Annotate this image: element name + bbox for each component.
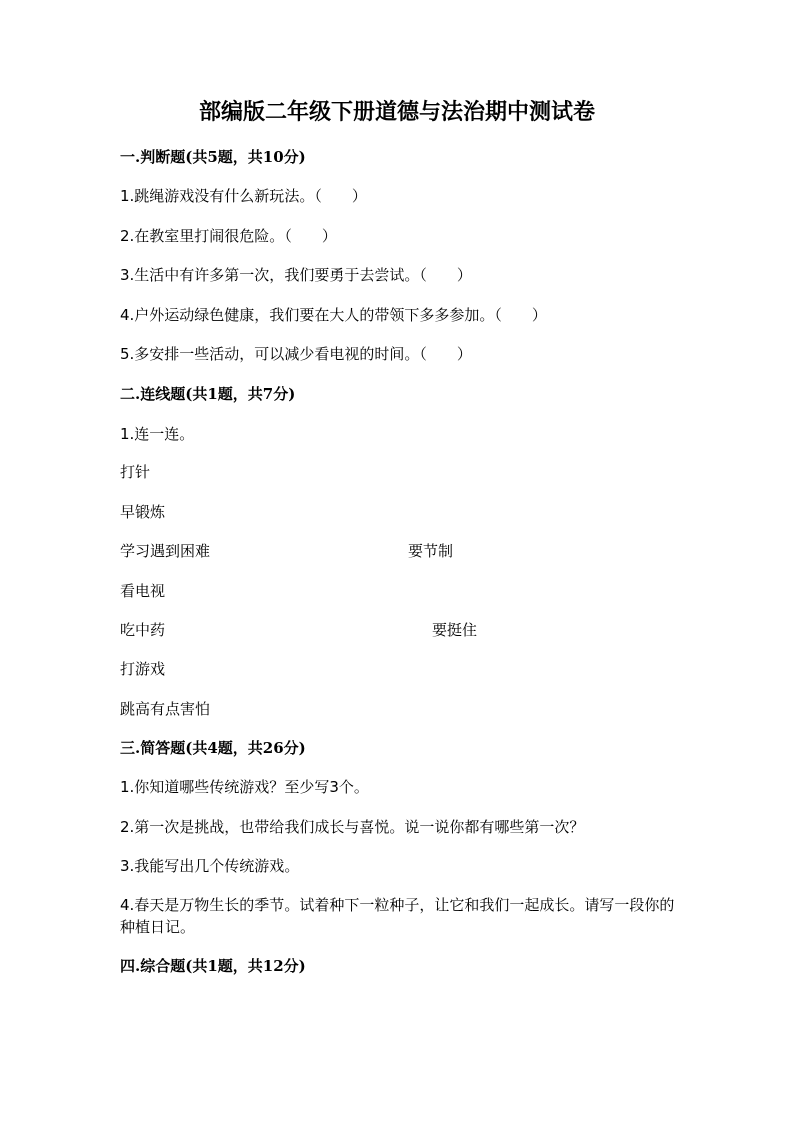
judgment-question-1: 1.跳绳游戏没有什么新玩法。（ ） [120, 187, 367, 205]
matching-prompt: 1.连一连。 [120, 425, 195, 443]
matching-right-item-2: 要挺住 [432, 621, 478, 639]
matching-left-item-1: 打针 [120, 463, 151, 481]
page-title: 部编版二年级下册道德与法治期中测试卷 [198, 99, 595, 125]
short-answer-question-1: 1.你知道哪些传统游戏？至少写3个。 [120, 778, 369, 796]
matching-left-item-4: 看电视 [120, 582, 166, 600]
section-heading-judgment: 一.判断题(共5题，共10分) [120, 148, 306, 166]
section-heading-short-answer: 三.简答题(共4题，共26分) [120, 739, 306, 757]
matching-left-item-7: 跳高有点害怕 [120, 700, 211, 718]
section-heading-matching: 二.连线题(共1题，共7分) [120, 385, 296, 403]
judgment-question-3: 3.生活中有许多第一次，我们要勇于去尝试。（ ） [120, 266, 472, 284]
short-answer-question-3: 3.我能写出几个传统游戏。 [120, 857, 300, 875]
matching-left-item-2: 早锻炼 [120, 503, 166, 521]
short-answer-question-2: 2.第一次是挑战，也带给我们成长与喜悦。说一说你都有哪些第一次？ [120, 818, 585, 836]
section-heading-comprehensive: 四.综合题(共1题，共12分) [120, 957, 306, 975]
matching-right-item-1: 要节制 [408, 542, 454, 560]
short-answer-question-4: 4.春天是万物生长的季节。试着种下一粒种子，让它和我们一起成长。请写一段你的种植日记。 [120, 896, 675, 936]
judgment-question-5: 5.多安排一些活动，可以减少看电视的时间。（ ） [120, 345, 472, 363]
judgment-question-4: 4.户外运动绿色健康，我们要在大人的带领下多多参加。（ ） [120, 306, 547, 324]
judgment-question-2: 2.在教室里打闹很危险。（ ） [120, 227, 337, 245]
matching-left-item-5: 吃中药 [120, 621, 166, 639]
matching-left-item-3: 学习遇到困难 [120, 542, 211, 560]
matching-left-item-6: 打游戏 [120, 660, 166, 678]
